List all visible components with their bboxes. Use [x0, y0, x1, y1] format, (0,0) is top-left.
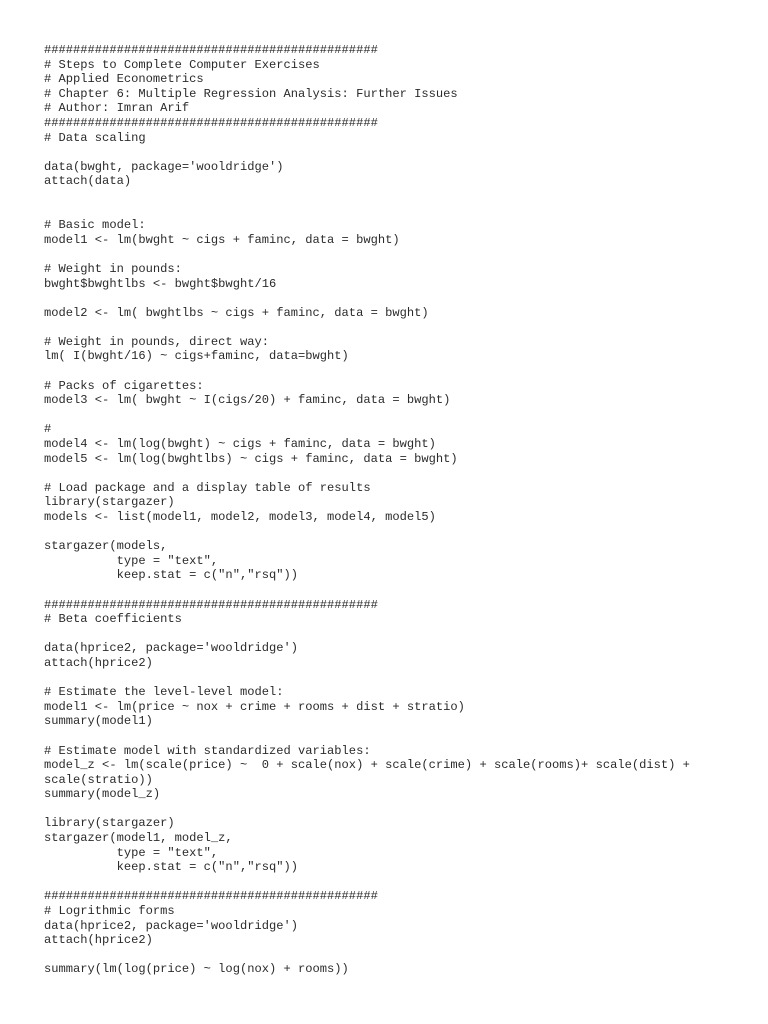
- blank-line: [44, 466, 760, 481]
- code-line: data(hprice2, package='wooldridge'): [44, 641, 299, 656]
- code-line: data(bwght, package='wooldridge'): [44, 159, 284, 174]
- blank-line: [44, 145, 760, 160]
- code-line: keep.stat = c("n","rsq")): [44, 860, 299, 875]
- code-line: # Beta coefficients: [44, 612, 182, 627]
- code-line: #: [44, 422, 52, 437]
- blank-line: [44, 875, 760, 890]
- code-line: # Applied Econometrics: [44, 72, 204, 87]
- code-line: model_z <- lm(scale(price) ~ 0 + scale(nox) + scale(crime) + scale(rooms)+ scale(dist) +: [44, 758, 690, 773]
- blank-line: [44, 204, 760, 219]
- code-line: # Weight in pounds, direct way:: [44, 334, 269, 349]
- code-line: model4 <- lm(log(bwght) ~ cigs + faminc, data = bwght): [44, 437, 436, 452]
- code-line: # Data scaling: [44, 130, 146, 145]
- code-line: scale(stratio)): [44, 772, 153, 787]
- code-line: model1 <- lm(price ~ nox + crime + rooms + dist + stratio): [44, 699, 465, 714]
- blank-line: [44, 583, 760, 598]
- r-script-code-block: [44, 43, 760, 977]
- blank-line: [44, 627, 760, 642]
- blank-line: [44, 408, 760, 423]
- code-line: summary(model_z): [44, 787, 161, 802]
- code-line: # Load package and a display table of results: [44, 480, 371, 495]
- code-line: # Basic model:: [44, 218, 146, 233]
- code-line: # Packs of cigarettes:: [44, 378, 204, 393]
- code-line: keep.stat = c("n","rsq")): [44, 568, 299, 583]
- code-line: model2 <- lm( bwghtlbs ~ cigs + faminc, data = bwght): [44, 305, 429, 320]
- code-line: ##############################################: [44, 889, 378, 904]
- code-line: bwght$bwghtlbs <- bwght$bwght/16: [44, 276, 277, 291]
- code-line: stargazer(models,: [44, 539, 168, 554]
- code-line: # Chapter 6: Multiple Regression Analysis: Further Issues: [44, 86, 458, 101]
- code-line: # Weight in pounds:: [44, 261, 182, 276]
- code-line: stargazer(model1, model_z,: [44, 831, 233, 846]
- code-line: lm( I(bwght/16) ~ cigs+faminc, data=bwght): [44, 349, 349, 364]
- blank-line: [44, 671, 760, 686]
- blank-line: [44, 364, 760, 379]
- code-line: library(stargazer): [44, 816, 175, 831]
- code-line: ##############################################: [44, 43, 378, 57]
- code-line: attach(hprice2): [44, 933, 153, 948]
- blank-line: [44, 189, 760, 204]
- code-line: data(hprice2, package='wooldridge'): [44, 918, 299, 933]
- code-line: ##############################################: [44, 597, 378, 612]
- blank-line: [44, 320, 760, 335]
- code-line: model1 <- lm(bwght ~ cigs + faminc, data = bwght): [44, 232, 400, 247]
- code-line: summary(lm(log(price) ~ log(nox) + rooms)): [44, 962, 349, 977]
- code-line: # Steps to Complete Computer Exercises: [44, 57, 320, 72]
- code-line: ##############################################: [44, 115, 378, 130]
- blank-line: [44, 525, 760, 540]
- blank-line: [44, 802, 760, 817]
- code-line: models <- list(model1, model2, model3, model4, model5): [44, 510, 436, 524]
- code-line: # Estimate the level-level model:: [44, 685, 284, 700]
- code-line: # Logrithmic forms: [44, 904, 175, 919]
- code-line: library(stargazer): [44, 495, 175, 510]
- code-line: type = "text",: [44, 845, 219, 860]
- blank-line: [44, 247, 760, 262]
- code-line: summary(model1): [44, 714, 153, 729]
- blank-line: [44, 291, 760, 306]
- code-line: model3 <- lm( bwght ~ I(cigs/20) + faminc, data = bwght): [44, 393, 451, 408]
- code-line: # Estimate model with standardized variables:: [44, 743, 371, 758]
- code-line: attach(hprice2): [44, 655, 153, 670]
- blank-line: [44, 948, 760, 963]
- code-line: type = "text",: [44, 553, 219, 568]
- blank-line: [44, 729, 760, 744]
- code-line: # Author: Imran Arif: [44, 101, 190, 116]
- code-line: model5 <- lm(log(bwghtlbs) ~ cigs + faminc, data = bwght): [44, 451, 458, 466]
- code-line: attach(data): [44, 174, 132, 189]
